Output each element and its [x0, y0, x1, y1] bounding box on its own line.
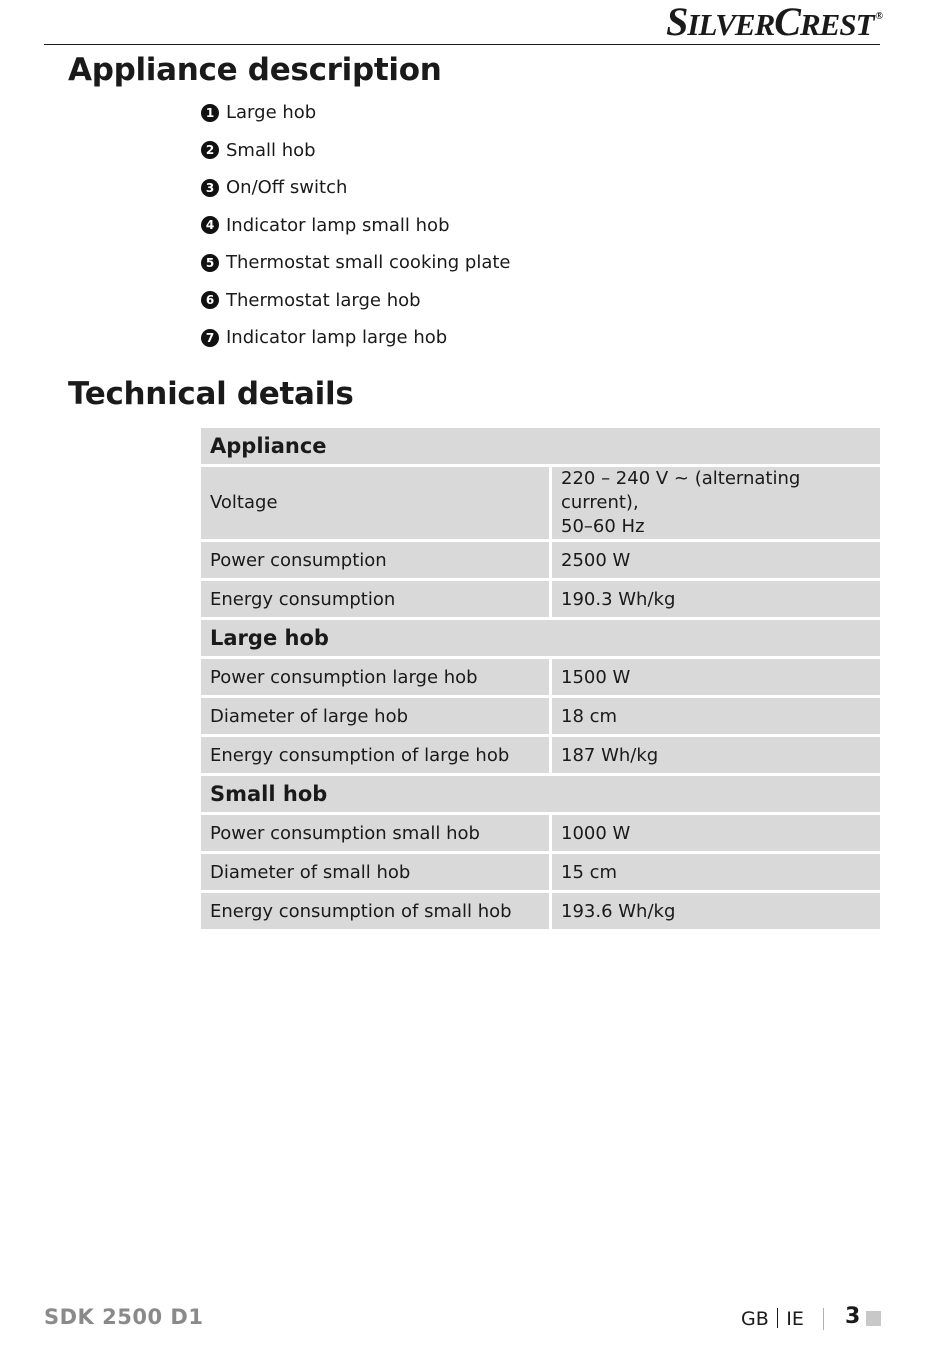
table-row [201, 854, 880, 890]
row-key: Energy consumption of small hob [201, 893, 552, 929]
group-heading-appliance: Appliance [201, 428, 880, 464]
technical-details-title: Technical details [68, 376, 354, 412]
row-key: Diameter of small hob [201, 854, 552, 890]
table-row [201, 698, 880, 734]
row-value: 2500 W [552, 542, 880, 578]
table-row [201, 659, 880, 695]
row-value: 1000 W [552, 815, 880, 851]
part-label: Small hob [226, 139, 316, 161]
page-number: 3 [845, 1304, 861, 1329]
row-value: 220 – 240 V ~ (alternating current), 50–60 Hz [552, 467, 880, 539]
number-badge-icon: 5 [201, 254, 219, 272]
table-group-heading [201, 620, 880, 656]
lang-ie: IE [786, 1308, 804, 1330]
technical-details-table [201, 425, 880, 932]
part-item [201, 244, 511, 282]
group-heading-small-hob: Small hob [201, 776, 880, 812]
footer-divider [823, 1308, 824, 1330]
row-key: Voltage [201, 467, 552, 539]
group-heading-large-hob: Large hob [201, 620, 880, 656]
row-key: Power consumption small hob [201, 815, 552, 851]
row-key: Energy consumption of large hob [201, 737, 552, 773]
appliance-description-title: Appliance description [68, 52, 442, 88]
footer-language-codes [741, 1308, 804, 1330]
table-row [201, 737, 880, 773]
row-key: Diameter of large hob [201, 698, 552, 734]
lang-gb: GB [741, 1308, 769, 1330]
row-value: 190.3 Wh/kg [552, 581, 880, 617]
footer-model-number: SDK 2500 D1 [44, 1305, 204, 1329]
part-item [201, 94, 511, 132]
part-item [201, 319, 511, 357]
row-value: 15 cm [552, 854, 880, 890]
part-item [201, 207, 511, 245]
lang-separator [777, 1308, 779, 1328]
table-group-heading [201, 776, 880, 812]
row-value: 187 Wh/kg [552, 737, 880, 773]
number-badge-icon: 1 [201, 104, 219, 122]
part-label: On/Off switch [226, 177, 348, 199]
table-row [201, 467, 880, 539]
part-item [201, 132, 511, 170]
page-marker-icon [866, 1311, 881, 1326]
row-value: 193.6 Wh/kg [552, 893, 880, 929]
number-badge-icon: 4 [201, 216, 219, 234]
row-value: 18 cm [552, 698, 880, 734]
row-key: Power consumption [201, 542, 552, 578]
part-item [201, 169, 511, 207]
number-badge-icon: 6 [201, 291, 219, 309]
part-label: Indicator lamp small hob [226, 214, 450, 236]
part-item [201, 282, 511, 320]
table-row [201, 581, 880, 617]
row-value: 1500 W [552, 659, 880, 695]
number-badge-icon: 2 [201, 141, 219, 159]
part-label: Thermostat small cooking plate [226, 252, 511, 274]
table-row [201, 893, 880, 929]
number-badge-icon: 3 [201, 179, 219, 197]
part-label: Thermostat large hob [226, 289, 421, 311]
parts-list [201, 94, 511, 357]
table-row [201, 815, 880, 851]
part-label: Indicator lamp large hob [226, 327, 448, 349]
row-key: Power consumption large hob [201, 659, 552, 695]
table-group-heading [201, 428, 880, 464]
brand-logo: SILVERCREST ® [666, 0, 882, 44]
header-rule [44, 44, 880, 45]
part-label: Large hob [226, 102, 317, 124]
row-key: Energy consumption [201, 581, 552, 617]
number-badge-icon: 7 [201, 329, 219, 347]
table-row [201, 542, 880, 578]
